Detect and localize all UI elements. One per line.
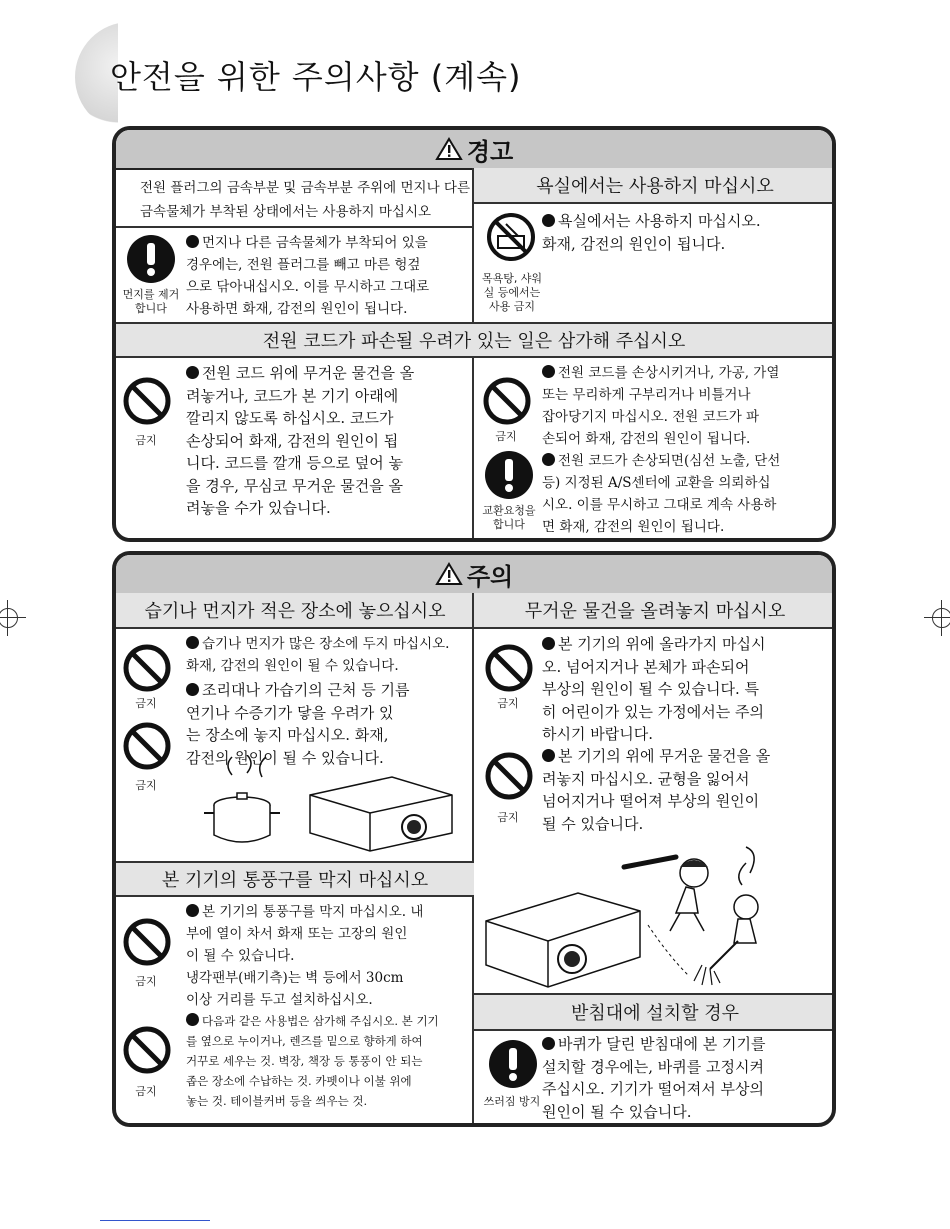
caution-heading-text: 주의 <box>466 562 514 591</box>
caution-s2-label1: 금지 <box>497 697 519 710</box>
caution-s2-text2-body: 본 기기의 위에 무거운 물건을 올 려놓지 마십시오. 균형을 잃어서 넘어지거나 떨어져 부상의 원인이 될 수 있습니다. <box>542 747 771 833</box>
warning-panel <box>112 126 836 542</box>
caution-s3-text1-body: 본 기기의 통풍구를 막지 마십시오. 내 부에 열이 차서 화재 또는 고장의 원인 이 될 수 있습니다. 냉각팬부(배기측)는 벽 등에서 30cm 이상 거리를 두고 설치하십시오. <box>186 904 424 1008</box>
warning-s3-right-text1-body: 전원 코드를 손상시키거나, 가공, 가열 또는 무리하게 구부리거나 비틀거나 잡아당기지 마십시오. 전원 코드가 파 손되어 화재, 감전의 원인이 됩니다. <box>542 365 780 447</box>
caution-s3-title-bar <box>116 861 474 897</box>
caution-s4-label: 쓰러짐 방지 <box>483 1095 541 1108</box>
caution-s1-text1-body: 습기나 먼지가 많은 장소에 두지 마십시오. 화재, 감전의 원인이 될 수 있습니다. <box>186 636 450 674</box>
prohibited-icon <box>484 751 534 801</box>
warning-heading-text: 경고 <box>466 137 514 166</box>
crop-mark-left <box>0 608 18 628</box>
caution-heading <box>116 555 832 595</box>
warning-s3-left-text-body: 전원 코드 위에 무거운 물건을 올 려놓거나, 코드가 본 기기 아래에 깔리지 않도록 하십시오. 코드가 손상되어 화재, 감전의 원인이 됩 니다. 코드를 깔개 등으로 덮어 놓 을 경우, 무심코 무거운 물건을 올 려놓을 수가 있습니다. <box>186 364 415 517</box>
caution-s4-text <box>542 1033 836 1123</box>
warning-s1-text <box>186 232 476 320</box>
divider <box>116 226 472 228</box>
prohibited-icon <box>122 917 172 967</box>
warning-s3-right-label2: 교환요청을 합니다 <box>482 504 536 531</box>
bullet <box>542 214 555 227</box>
caution-s4-title: 받침대에 설치할 경우 <box>571 1003 739 1024</box>
caution-triangle-icon <box>435 562 463 586</box>
warning-s3-right-text2 <box>542 450 836 538</box>
warning-s3-left-label: 금지 <box>135 434 157 447</box>
warning-s1-text-body: 먼지나 다른 금속물체가 부착되어 있을 경우에는, 전원 플러그를 빼고 마른 헝겊 으로 닦아내십시오. 이를 무시하고 그대로 사용하면 화재, 감전의 원인이 됩니다. <box>186 235 430 317</box>
warning-s2-icon-label: 목욕탕, 샤워 실 등에서는 사용 금지 <box>481 272 543 313</box>
warning-heading <box>116 130 832 170</box>
warning-s1-title: 전원 플러그의 금속부분 및 금속부분 주위에 먼지나 다른 금속물체가 부착된 상태에서는 사용하지 마십시오 <box>140 180 470 220</box>
crop-mark-right <box>932 608 950 628</box>
warning-s2-text-body: 욕실에서는 사용하지 마십시오. 화재, 감전의 원인이 됩니다. <box>542 212 761 253</box>
prohibited-icon <box>122 643 172 693</box>
caution-s2-title: 무거운 물건을 올려놓지 마십시오 <box>524 601 786 622</box>
mandatory-icon <box>484 450 534 500</box>
warning-s1-icon-label: 먼지를 제거 합니다 <box>122 288 180 315</box>
caution-s4-text-body: 바퀴가 달린 받침대에 본 기기를 설치할 경우에는, 바퀴를 고정시켜 주십시오. 기기가 떨어져서 부상의 원인이 될 수 있습니다. <box>542 1035 766 1121</box>
warning-s3-left-text <box>186 362 470 520</box>
warning-s2-title: 욕실에서는 사용하지 마십시오 <box>536 176 774 197</box>
caution-s1-title: 습기나 먼지가 적은 장소에 놓으십시오 <box>144 601 446 622</box>
mandatory-icon <box>126 234 176 284</box>
prohibited-icon <box>122 1025 172 1075</box>
mandatory-icon <box>488 1039 538 1089</box>
caution-s1-label1: 금지 <box>135 697 157 710</box>
warning-s3-right-label1: 금지 <box>495 430 517 443</box>
caution-s2-text2 <box>542 745 836 835</box>
no-bathroom-icon <box>486 212 536 262</box>
caution-s2-text1 <box>542 633 836 746</box>
caution-s2-label2: 금지 <box>497 811 519 824</box>
warning-triangle-icon <box>435 137 463 161</box>
bullet <box>542 1037 555 1050</box>
bullet <box>186 683 199 696</box>
prohibited-icon <box>122 376 172 426</box>
bullet <box>186 366 199 379</box>
warning-s2-title-bar <box>474 168 836 204</box>
caution-s4-title-bar <box>474 993 836 1031</box>
pot-and-projector-illustration <box>192 755 464 855</box>
prohibited-icon <box>482 376 532 426</box>
caution-s1-label2: 금지 <box>135 779 157 792</box>
bullet <box>186 1013 199 1026</box>
warning-s3-right-text1 <box>542 362 836 450</box>
caution-s3-text1 <box>186 901 476 1011</box>
prohibited-icon <box>122 721 172 771</box>
bullet <box>542 453 555 466</box>
caution-panel <box>112 551 836 1127</box>
bullet <box>542 365 555 378</box>
caution-s3-title: 본 기기의 통풍구를 막지 마십시오 <box>161 870 429 891</box>
footer-rule <box>100 1220 210 1221</box>
warning-s2-text <box>542 210 836 255</box>
page-title: 안전을 위한 주의사항 (계속) <box>110 58 522 96</box>
bullet <box>186 904 199 917</box>
bullet <box>542 749 555 762</box>
bullet <box>186 235 199 248</box>
caution-s3-text2-body: 다음과 같은 사용법은 삼가해 주십시오. 본 기기 를 옆으로 누이거나, 렌즈를 밑으로 향하게 하여 거꾸로 세우는 것. 벽장, 책장 등 통풍이 안 되는 좁은 장소에 수납하는 것. 카펫이나 이불 위에 놓는 것. 테이블커버 등을 씌우는 것. <box>186 1014 439 1108</box>
warning-s3-title-bar <box>116 322 832 358</box>
bullet <box>186 636 199 649</box>
prohibited-icon <box>484 643 534 693</box>
caution-s2-title-bar <box>474 593 836 629</box>
caution-s3-label2: 금지 <box>135 1085 157 1098</box>
caution-s1-text2-body: 조리대나 가습기의 근처 등 기름 연기나 수증기가 닿을 우려가 있 는 장소에 놓지 마십시오. 화재, 감전의 원인이 될 수 있습니다. <box>186 681 410 767</box>
caution-s3-text2 <box>186 1011 476 1111</box>
caution-s2-text1-body: 본 기기의 위에 올라가지 마십시 오. 넘어지거나 본체가 파손되어 부상의 원인이 될 수 있습니다. 특 히 어린이가 있는 가정에서는 주의 하시기 바랍니다. <box>542 635 766 743</box>
caution-s1-text1 <box>186 633 476 677</box>
bullet <box>542 637 555 650</box>
caution-s3-label1: 금지 <box>135 975 157 988</box>
warning-s3-right-text2-body: 전원 코드가 손상되면(심선 노출, 단선 등) 지정된 A/S센터에 교환을 의뢰하십 시오. 이를 무시하고 그대로 계속 사용하 면 화재, 감전의 원인이 됩니다. <box>542 453 781 535</box>
warning-s3-title: 전원 코드가 파손될 우려가 있는 일은 삼가해 주십시오 <box>262 331 686 352</box>
caution-s1-title-bar <box>116 593 474 629</box>
children-and-projector-illustration <box>480 845 834 995</box>
